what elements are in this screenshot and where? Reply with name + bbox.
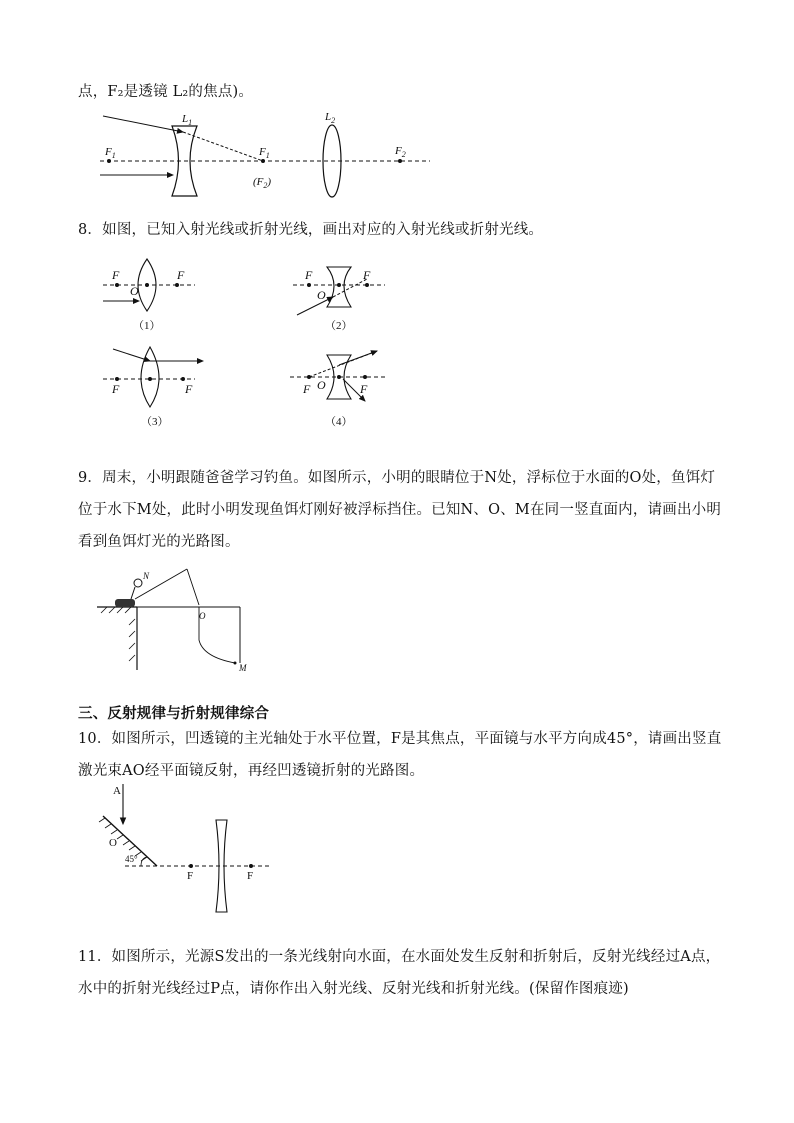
label-f1: F (105, 146, 112, 158)
label-f2: F (395, 145, 402, 157)
q10-line2: 激光束AO经平面镜反射，再经凹透镜折射的光路图。 (78, 763, 425, 779)
svg-text:F: F (112, 268, 120, 282)
fig8-panel-3 (103, 347, 203, 428)
fig8-panel-2 (293, 267, 385, 332)
svg-text:N: N (143, 571, 150, 581)
svg-text:F: F (360, 382, 368, 396)
svg-text:F: F (187, 870, 194, 882)
svg-text:F: F (247, 870, 254, 882)
q9-line3: 看到鱼饵灯光的光路图。 (78, 534, 240, 550)
q8-text: 8．如图，已知入射光线或折射光线，画出对应的入射光线或折射光线。 (78, 222, 544, 238)
q10-line1: 10．如图所示，凹透镜的主光轴处于水平位置，F是其焦点，平面镜与水平方向成45°，请画出竖直 (78, 731, 722, 747)
q9-line2: 位于水下M处，此时小明发现鱼饵灯刚好被浮标挡住。已知N、O、M在同一竖直面内，请画出小明 (78, 502, 722, 518)
svg-text:L2: $L_2$ (325, 111, 336, 125)
svg-text:F1: $F_1$ (259, 146, 270, 160)
svg-text:F: F (185, 382, 193, 396)
figure-9-fishing-diagram (95, 565, 265, 675)
fig8-panel-1 (103, 259, 195, 332)
svg-text:45°: 45° (125, 854, 138, 864)
svg-text:A: A (113, 785, 121, 797)
figure-10-mirror-lens (95, 780, 275, 890)
q7-tail: 点，F₂是透镜 L₂的焦点)。 (78, 84, 254, 100)
svg-text:（4）: （4） (325, 416, 353, 428)
label-l2: L (325, 111, 332, 123)
q11-line1: 11．如图所示，光源S发出的一条光线射向水面，在水面处发生反射和折射后，反射光线经过A点， (78, 949, 721, 965)
svg-text:F1: $F_1$ (105, 146, 116, 160)
label-l1: L (182, 113, 189, 125)
q9-line1: 9．周末，小明跟随爸爸学习钓鱼。如图所示，小明的眼睛位于N处，浮标位于水面的O处，鱼饵灯 (78, 470, 716, 486)
svg-text:L1: $L_1$ (182, 113, 193, 127)
person-body (115, 599, 135, 607)
extension-ray (183, 132, 263, 161)
point-f1-left (107, 159, 111, 163)
fishing-line (187, 569, 199, 605)
svg-text:O: O (199, 611, 206, 621)
svg-text:F: F (112, 382, 120, 396)
svg-text:M: M (239, 663, 247, 673)
svg-text:F: F (303, 382, 311, 396)
svg-text:（3）: （3） (141, 416, 169, 428)
svg-text:（1）: （1） (133, 320, 161, 332)
label-f2-paren: (F (253, 176, 264, 188)
label-f1-right: F (259, 146, 266, 158)
point-f2 (398, 159, 402, 163)
svg-text:O: O (317, 378, 326, 392)
eye-n (134, 579, 142, 587)
svg-text:F: F (305, 268, 313, 282)
figure-7-lens-diagram (95, 108, 435, 203)
svg-text:F: F (363, 268, 371, 282)
svg-text:O: O (109, 837, 117, 849)
point-f1-right (261, 159, 265, 163)
svg-text:O: O (130, 284, 139, 298)
fig8-panel-4 (290, 351, 385, 428)
svg-text:(F2): $(F_2)$ (253, 176, 272, 190)
svg-text:（2）: （2） (325, 320, 353, 332)
svg-text:F2: $F_2$ (395, 145, 406, 159)
svg-text:O: O (317, 288, 326, 302)
incident-ray-top (103, 116, 183, 132)
section-3-title: 三、反射规律与折射规律综合 (78, 706, 270, 722)
figure-8-lens-diagrams (95, 255, 395, 435)
svg-text:F: F (177, 268, 185, 282)
q11-line2: 水中的折射光线经过P点，请你作出入射光线、反射光线和折射光线。(保留作图痕迹) (78, 981, 629, 997)
